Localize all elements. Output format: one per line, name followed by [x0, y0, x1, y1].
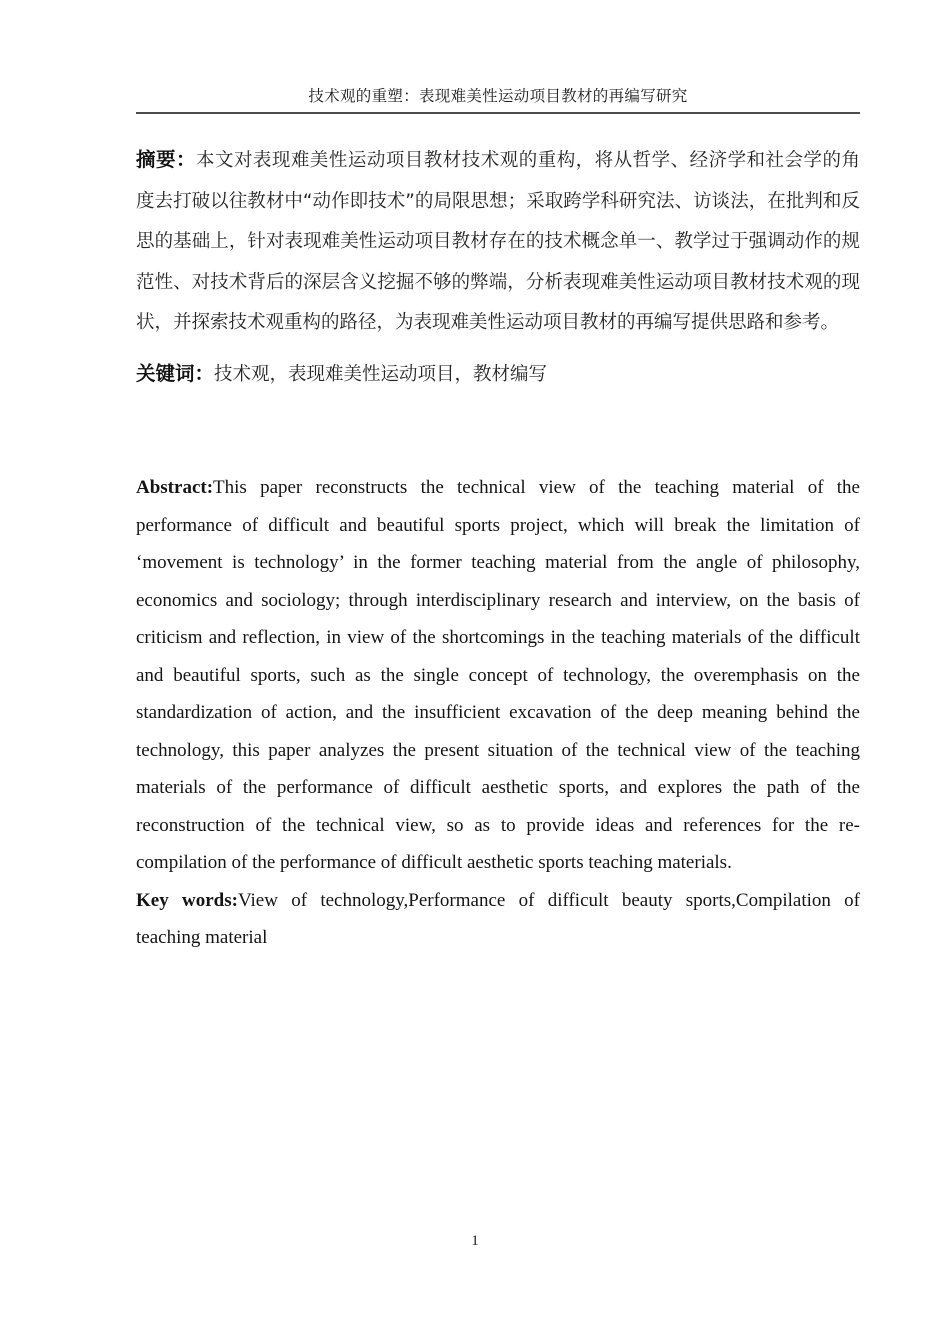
english-keywords-body: View of technology,Performance of difficult beauty sports,Compilation of teaching material: [136, 889, 860, 948]
page-footer: [0, 1232, 950, 1250]
english-abstract-section: [136, 469, 860, 957]
chinese-keywords-body: 技术观，表现难美性运动项目，教材编写: [214, 363, 548, 385]
running-header: [136, 86, 860, 114]
english-keywords-paragraph: [136, 882, 860, 957]
header-rule-divider: [136, 112, 860, 114]
chinese-abstract-section: [136, 140, 860, 395]
chinese-keywords-paragraph: [136, 354, 860, 396]
english-abstract-paragraph: [136, 469, 860, 882]
english-abstract-body: This paper reconstructs the technical view of the teaching material of the performance of difficult and beautiful sports project, which will break the limitation of ‘movement is technology’ in the former teaching material from the angle of philosophy, economics and sociology; through interdisciplinary research and interview, on the basis of criticism and reflection, in view of the shortcomings in the teaching materials of the difficult and beautiful sports, such as the single concept of technology, the overemphasis on the standardization of action, and the insufficient excavation of the deep meaning behind the technology, this paper analyzes the present situation of the technical view of the teaching materials of the performance of difficult aesthetic sports, and explores the path of the reconstruction of the technical view, so as to provide ideas and references for the re-compilation of the performance of difficult aesthetic sports teaching materials.: [136, 477, 860, 873]
page-content: [136, 140, 860, 957]
chinese-abstract-label: 摘要：: [136, 148, 196, 171]
chinese-abstract-paragraph: [136, 140, 860, 344]
chinese-keywords-label: 关键词：: [136, 361, 215, 385]
english-abstract-label: Abstract:: [136, 477, 214, 498]
chinese-abstract-body: 本文对表现难美性运动项目教材技术观的重构，将从哲学、经济学和社会学的角度去打破以往教材中“动作即技术”的局限思想；采取跨学科研究法、访谈法，在批判和反思的基础上，针对表现难美性运动项目教材存在的技术概念单一、教学过于强调动作的规范性、对技术背后的深层含义挖掘不够的弊端，分析表现难美性运动项目教材技术观的现状，并探索技术观重构的路径，为表现难美性运动项目教材的再编写提供思路和参考。: [136, 150, 860, 333]
section-spacer: [136, 395, 860, 469]
page-number: 1: [471, 1233, 479, 1249]
english-keywords-label: Key words:: [136, 889, 238, 911]
running-header-title: 技术观的重塑：表现难美性运动项目教材的再编写研究: [308, 88, 688, 105]
